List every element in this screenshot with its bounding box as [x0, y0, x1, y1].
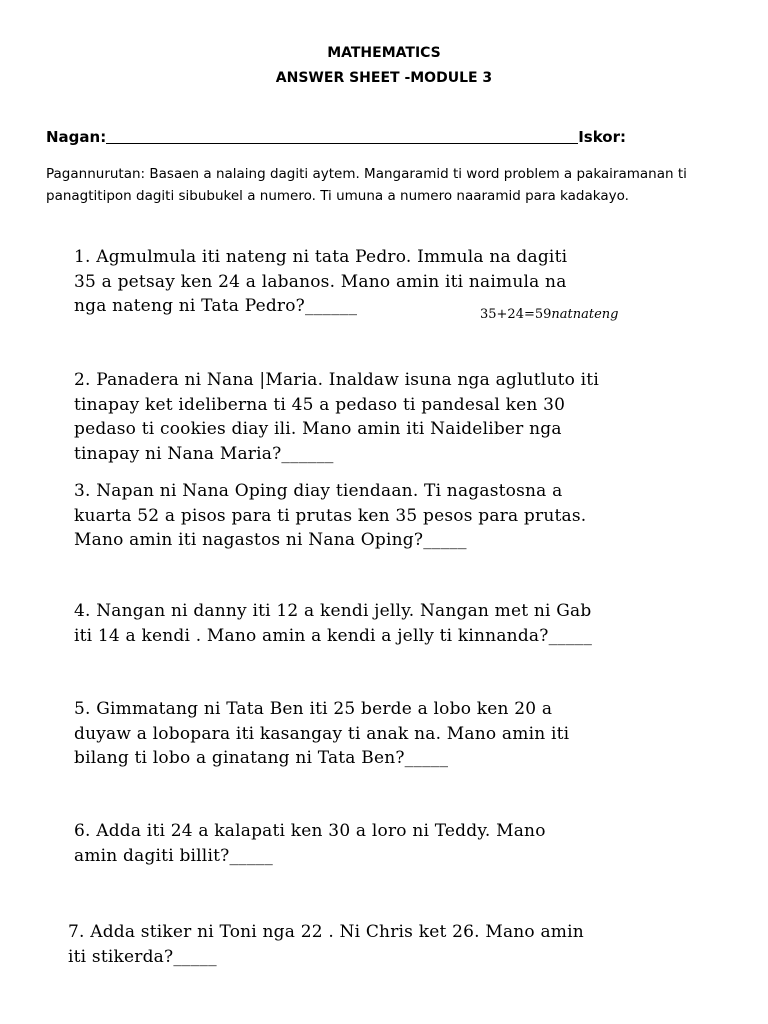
question-line: tinapay ket ideliberna ti 45 a pedaso ti pandesal ken 30: [74, 394, 566, 415]
question-3: [74, 479, 714, 553]
answer-equation: 35+24=59: [480, 307, 552, 322]
answer-blank[interactable]: ______: [281, 443, 334, 464]
question-line-text: Mano amin iti nagastos ni Nana Oping?: [74, 530, 424, 550]
question-line: 1. Agmulmula iti nateng ni tata Pedro. Immula na dagiti: [74, 247, 568, 267]
question-line: 7. Adda stiker ni Toni nga 22 . Ni Chris ket 26. Mano amin: [68, 922, 584, 942]
answer-blank[interactable]: _____: [423, 530, 467, 550]
question-5: [74, 697, 714, 771]
question-2: [74, 368, 714, 466]
question-line: 3. Napan ni Nana Oping diay tiendaan. Ti nagastosna a: [74, 481, 563, 501]
question-line: [74, 528, 714, 553]
question-line: [74, 624, 714, 649]
example-answer: [480, 307, 619, 322]
question-line: [74, 442, 714, 467]
answer-blank[interactable]: _____: [173, 946, 217, 967]
question-line: 6. Adda iti 24 a kalapati ken 30 a loro ni Teddy. Mano: [74, 821, 546, 841]
question-line: pedaso ti cookies diay ili. Mano amin iti Naideliber nga: [74, 419, 562, 439]
question-line: kuarta 52 a pisos para ti prutas ken 35 pesos para prutas.: [74, 505, 587, 526]
question-line-text: bilang ti lobo a ginatang ni Tata Ben?: [74, 748, 405, 768]
sheet-title: ANSWER SHEET -MODULE 3: [275, 70, 493, 86]
question-line: 2. Panadera ni Nana |Maria. Inaldaw isuna nga aglutluto iti: [74, 370, 599, 390]
answer-blank[interactable]: _____: [229, 845, 273, 866]
question-7: [68, 920, 708, 969]
question-line: 5. Gimmatang ni Tata Ben iti 25 berde a lobo ken 20 a: [74, 699, 553, 719]
question-line-text: iti 14 a kendi . Mano amin a kendi a jelly ti kinnanda?: [74, 625, 549, 646]
name-score-row: [46, 128, 626, 146]
question-line-text: amin dagiti billit?: [74, 845, 230, 866]
question-line-text: tinapay ni Nana Maria?: [74, 443, 282, 464]
question-4: [74, 599, 714, 648]
answer-unit: natnateng: [551, 307, 619, 322]
question-line: duyaw a lobopara iti kasangay ti anak na. Mano amin iti: [74, 723, 570, 744]
name-label: Nagan:: [46, 128, 107, 146]
question-line-text: iti stikerda?: [68, 946, 174, 967]
answer-blank[interactable]: ______: [305, 296, 358, 316]
question-line: 35 a petsay ken 24 a labanos. Mano amin iti naimula na: [74, 271, 567, 292]
question-line: [68, 945, 708, 970]
score-label: Iskor:: [578, 128, 627, 146]
question-line-text: nga nateng ni Tata Pedro?: [74, 296, 305, 316]
subject-title: MATHEMATICS: [327, 45, 441, 61]
question-line: [74, 844, 714, 869]
name-blank-line[interactable]: [106, 143, 578, 144]
question-6: [74, 819, 714, 868]
question-line: [74, 746, 714, 771]
answer-blank[interactable]: _____: [548, 625, 593, 646]
question-line: 4. Nangan ni danny iti 12 a kendi jelly. Nangan met ni Gab: [74, 601, 592, 621]
instructions-text: Pagannurutan: Basaen a nalaing dagiti aytem. Mangaramid ti word problem a pakairamanan ti panagtitipon dagiti sibubukel a numero. Ti umuna a numero naaramid para kadakayo.: [46, 166, 687, 204]
answer-blank[interactable]: _____: [404, 748, 449, 768]
